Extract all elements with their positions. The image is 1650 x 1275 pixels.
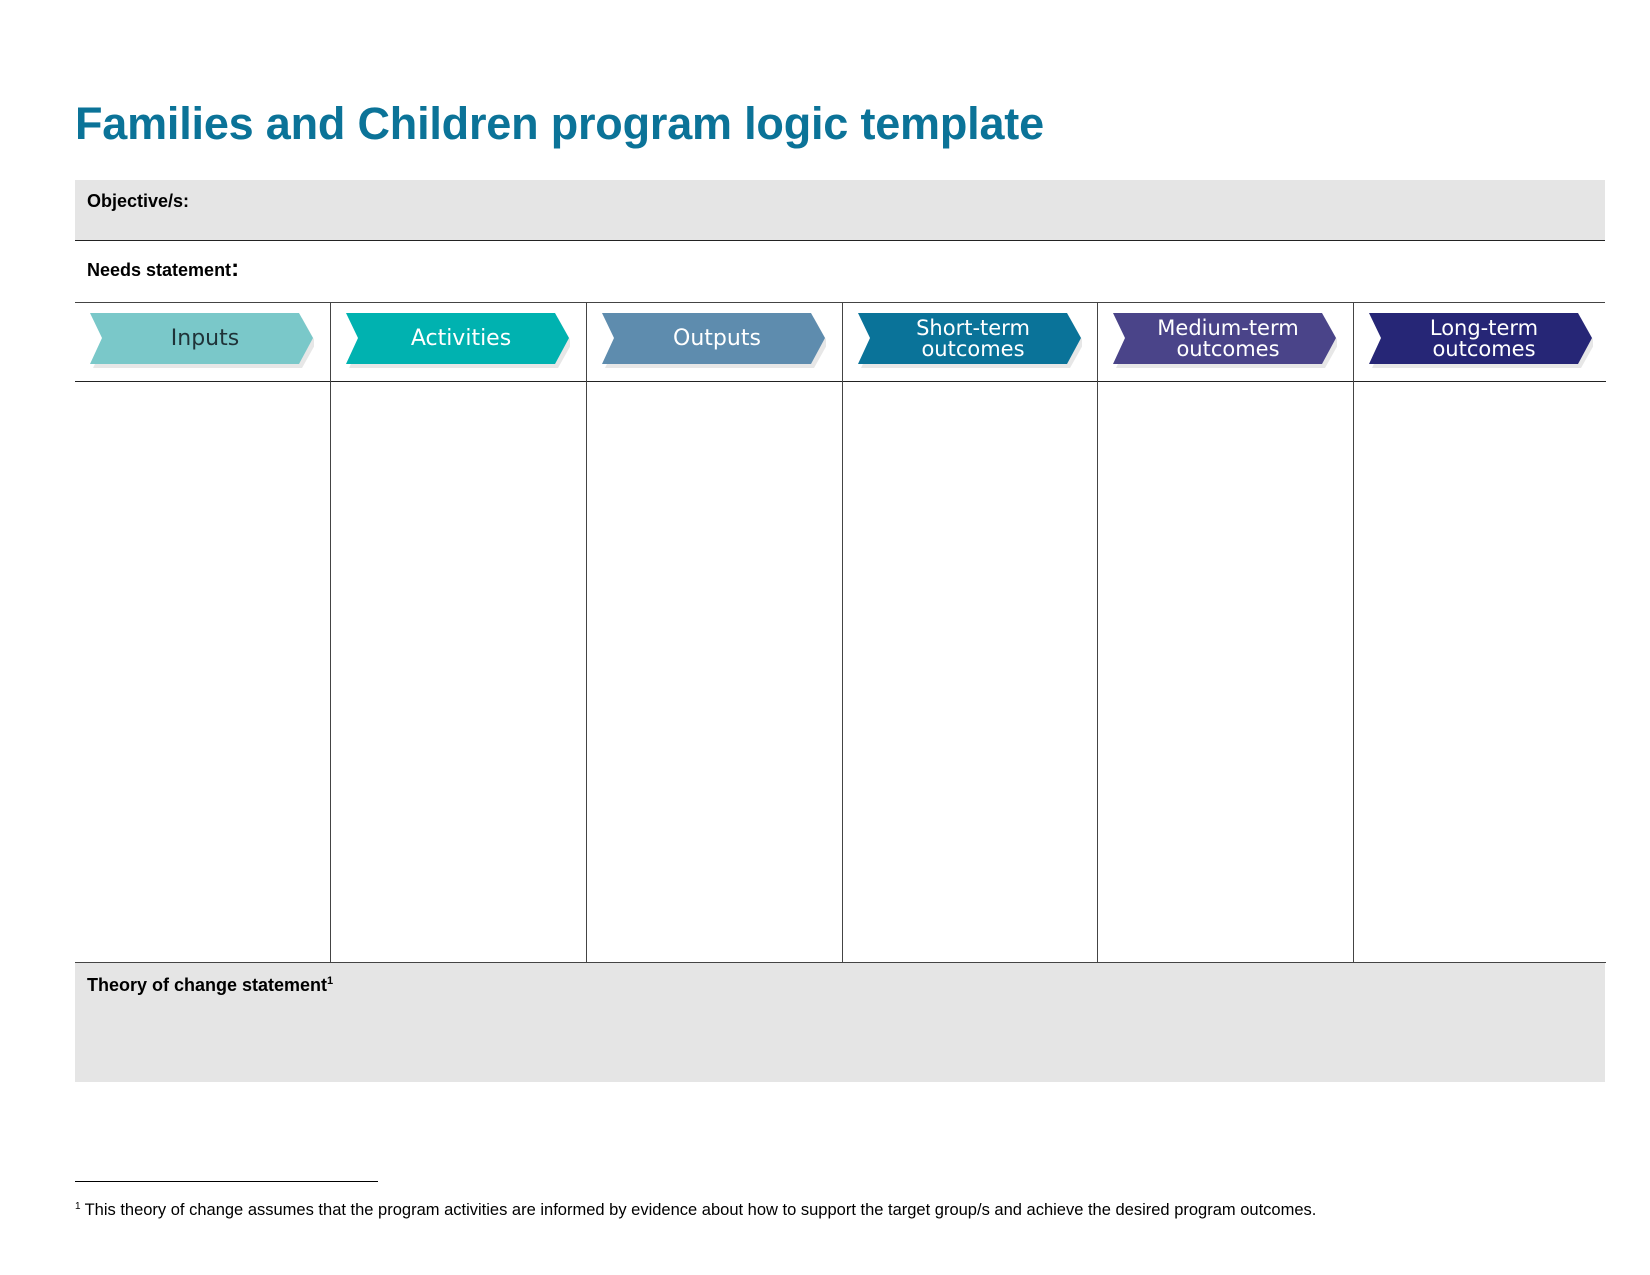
- footnote-separator: [75, 1181, 378, 1182]
- cell-long-term-outcomes[interactable]: [1354, 383, 1606, 961]
- header-arrow-outputs: [602, 313, 826, 365]
- footnote-text: This theory of change assumes that the program activities are informed by evidence about how to support the target group/s and achieve the desired program outcomes.: [84, 1201, 1317, 1219]
- header-arrow-activities: [346, 313, 570, 365]
- program-logic-grid: [75, 303, 1606, 963]
- header-label-line1: Short-term: [916, 316, 1030, 340]
- column-activities: [330, 303, 585, 962]
- header-arrow-medium-term-outcomes: [1113, 313, 1337, 365]
- theory-of-change-field[interactable]: [75, 963, 1605, 1082]
- header-label-line2: outcomes: [1432, 337, 1536, 361]
- header-label-outputs: Outputs: [673, 326, 761, 351]
- header-label-line1: Long-term: [1429, 316, 1539, 340]
- needs-statement-label-text: Needs statement: [87, 260, 232, 280]
- header-arrow-long-term-outcomes: [1369, 313, 1593, 365]
- header-label-line1: Medium-term: [1157, 316, 1299, 340]
- objective-field[interactable]: [75, 180, 1605, 241]
- footnote-reference[interactable]: 1: [327, 975, 334, 987]
- column-inputs: [75, 303, 330, 962]
- cell-outputs[interactable]: [587, 383, 841, 961]
- column-medium-term-outcomes: [1097, 303, 1352, 962]
- page-title: Families and Children program logic template: [75, 98, 1044, 149]
- header-label-long-term-outcomes: [1369, 313, 1593, 365]
- cell-short-term-outcomes[interactable]: [843, 383, 1097, 961]
- header-label-inputs: Inputs: [170, 326, 240, 351]
- needs-statement-field[interactable]: [75, 241, 1605, 303]
- footnote: [75, 1201, 1316, 1220]
- cell-activities[interactable]: [331, 383, 585, 961]
- cell-inputs[interactable]: [75, 383, 330, 961]
- header-label-medium-term-outcomes: [1113, 313, 1337, 365]
- needs-statement-label: [87, 255, 239, 283]
- needs-statement-colon: :: [231, 255, 240, 282]
- objective-label: Objective/s:: [87, 191, 190, 211]
- column-short-term-outcomes: [842, 303, 1097, 962]
- header-label-activities: Activities: [410, 326, 512, 351]
- header-label-line2: outcomes: [921, 337, 1025, 361]
- column-outputs: [586, 303, 841, 962]
- footnote-number: 1: [75, 1200, 81, 1212]
- header-label-line2: outcomes: [1176, 337, 1280, 361]
- header-arrow-inputs: [90, 313, 314, 365]
- theory-of-change-label: [87, 975, 333, 996]
- cell-medium-term-outcomes[interactable]: [1098, 383, 1352, 961]
- column-long-term-outcomes: [1353, 303, 1606, 962]
- header-arrow-short-term-outcomes: [858, 313, 1082, 365]
- theory-of-change-label-text: Theory of change statement: [87, 975, 328, 995]
- header-label-short-term-outcomes: [858, 313, 1082, 365]
